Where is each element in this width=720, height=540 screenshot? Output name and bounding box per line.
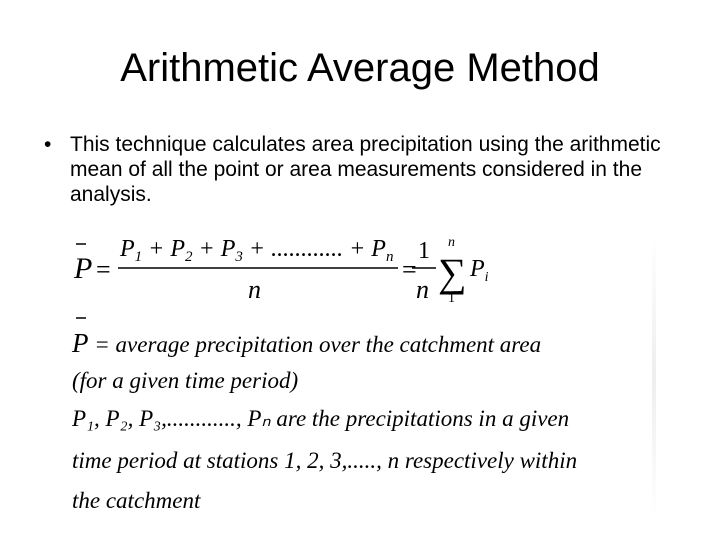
numerator: $P_1 + P_2 + P_3$ + ............ + $P_n$ bbox=[120, 236, 394, 265]
image-edge-shadow bbox=[652, 234, 656, 520]
bullet-marker: • bbox=[44, 133, 52, 156]
lhs-symbol: P bbox=[74, 252, 93, 285]
sum-lower: 1 bbox=[448, 291, 455, 306]
sum-upper: n bbox=[448, 235, 455, 250]
definition-line-2: (for a given time period) bbox=[72, 368, 299, 393]
mean-formula bbox=[66, 230, 658, 320]
definition-line-5: the catchment bbox=[72, 488, 201, 513]
equals-sign-2: = bbox=[402, 255, 417, 284]
bullet-text: This technique calculates area precipitation using the arithmetic mean of all the point or area measurements considered in the analysis. bbox=[70, 133, 661, 206]
denominator: n bbox=[248, 275, 261, 304]
precip-variables: P₁, P₂, P₃,............, Pₙ bbox=[72, 406, 271, 431]
sum-term: $P_i$ bbox=[470, 256, 489, 285]
sum-symbol: ∑ bbox=[438, 250, 467, 295]
fraction-one: 1 bbox=[418, 238, 430, 264]
definition-line-3: P₁, P₂, P₃,............, Pₙ are the precipitations in a given bbox=[72, 406, 570, 431]
formula-image bbox=[66, 230, 658, 520]
fraction-n: n bbox=[416, 275, 429, 304]
definition-line-4: time period at stations 1, 2, 3,....., n respectively within bbox=[72, 448, 578, 473]
definition-var: P bbox=[72, 328, 89, 358]
equals-sign: = bbox=[96, 255, 111, 284]
definition-line-1: P = average precipitation over the catchment area bbox=[72, 328, 542, 358]
slide-title: Arithmetic Average Method bbox=[120, 46, 600, 90]
